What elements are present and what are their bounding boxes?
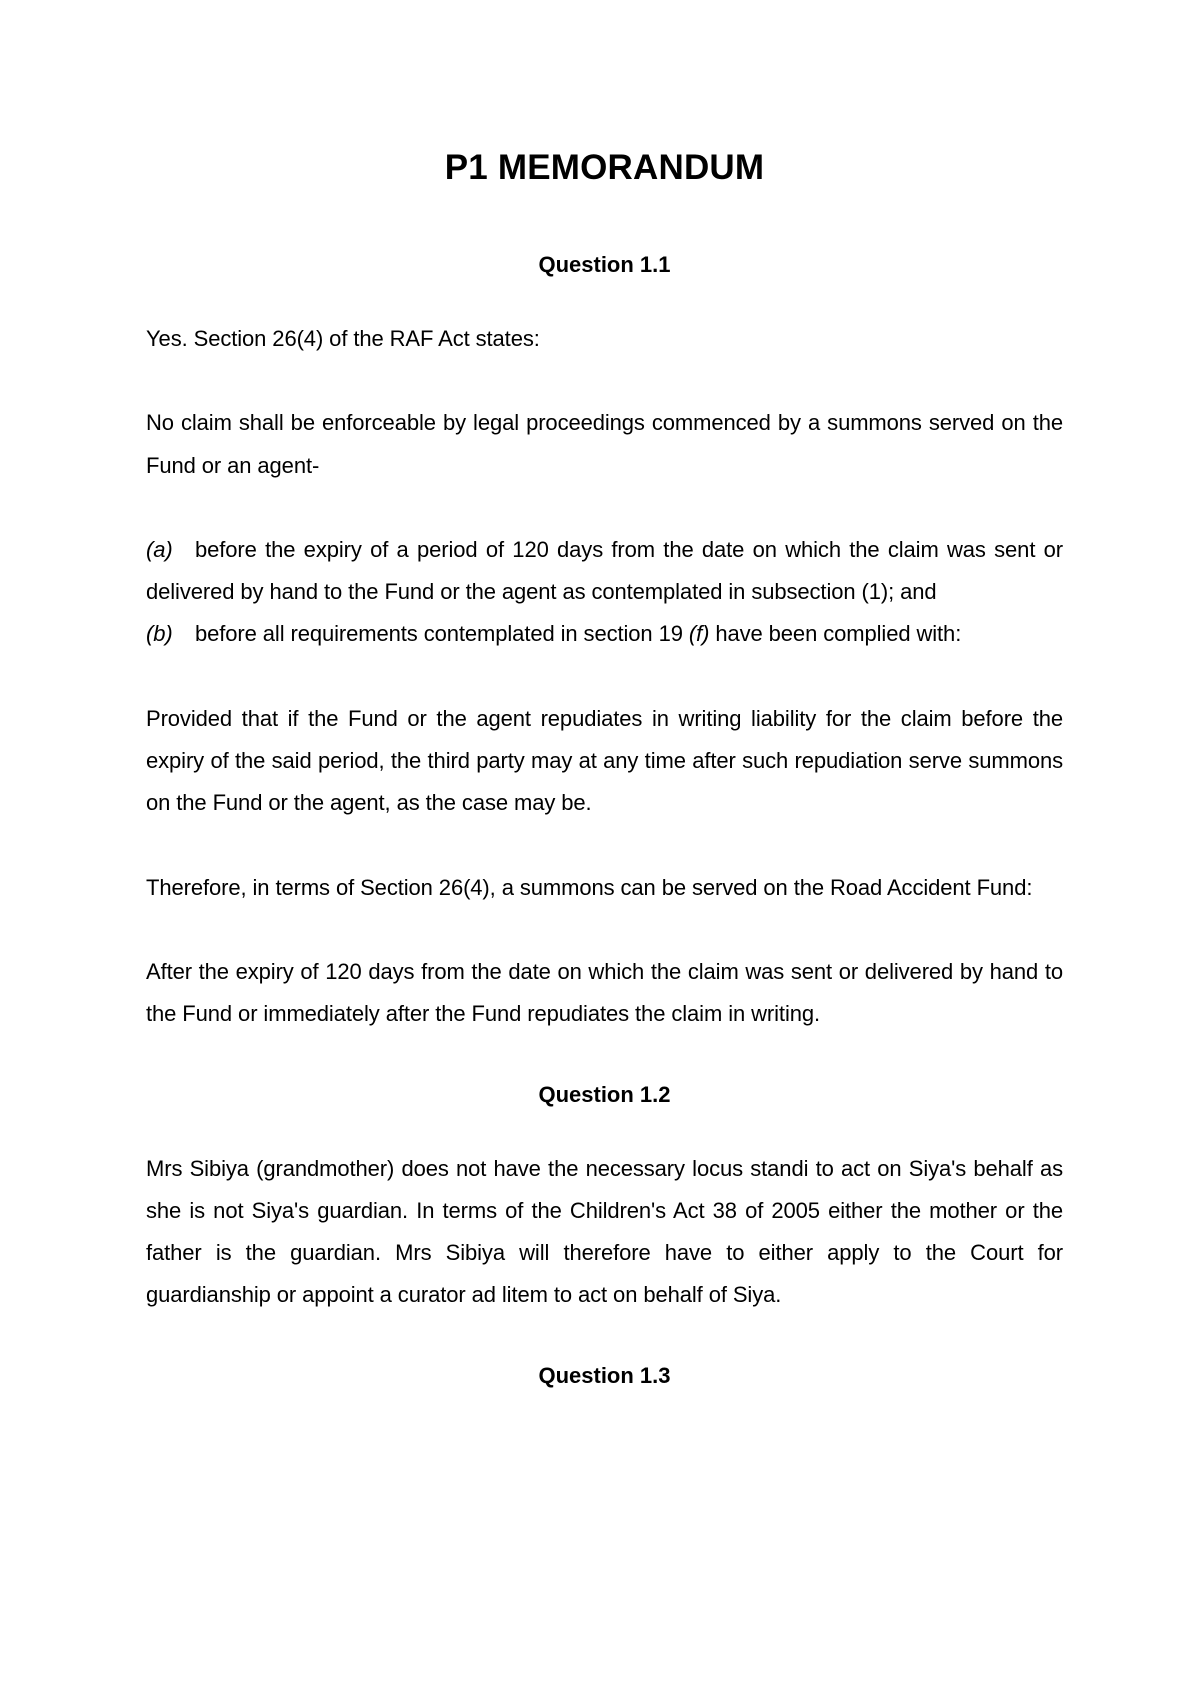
q11-item-b [146, 613, 1063, 655]
item-b-italic: (f) [688, 621, 710, 647]
q11-intro: Yes. Section 26(4) of the RAF Act states: [146, 326, 540, 351]
q11-quote: No claim shall be enforceable by legal proceedings commenced by a summons served on the Fund or an agent- [146, 410, 1063, 478]
document-title: P1 MEMORANDUM [444, 148, 765, 187]
question-1-2-heading: Question 1.2 [538, 1081, 671, 1107]
question-1-1-heading: Question 1.1 [538, 252, 671, 277]
item-b-text-2: have been complied with: [715, 621, 962, 647]
q11-answer: After the expiry of 120 days from the date on which the claim was sent or delivered by hand to the Fund or immediately after the Fund repudiates the claim in writing. [146, 958, 1063, 1027]
q12-answer: Mrs Sibiya (grandmother) does not have the necessary locus standi to act on Siya's behalf as she is not Siya's guardian. In terms of the Children's Act 38 of 2005 either the mother or the father is the guardian. Mrs Sibiya will therefore have to either apply to the Court for guardianship or appoint a curator ad litem to act on behalf of Siya. [146, 1155, 1063, 1308]
item-a-label: (a) [146, 536, 173, 562]
item-b-text-1: before all requirements contemplated in section 19 [195, 621, 683, 647]
q11-therefore: Therefore, in terms of Section 26(4), a summons can be served on the Road Accident Fund: [146, 874, 1033, 900]
q11-item-a [146, 529, 1063, 614]
item-a-text: before the expiry of a period of 120 days from the date on which the claim was sent or delivered by hand to the Fund or the agent as contemplated in subsection (1); and [146, 536, 1063, 605]
item-b-label: (b) [146, 621, 173, 647]
question-1-3-heading: Question 1.3 [538, 1362, 671, 1388]
q11-proviso: Provided that if the Fund or the agent repudiates in writing liability for the claim before the expiry of the said period, the third party may at any time after such repudiation serve summons on the Fund or the agent, as the case may be. [146, 705, 1063, 816]
